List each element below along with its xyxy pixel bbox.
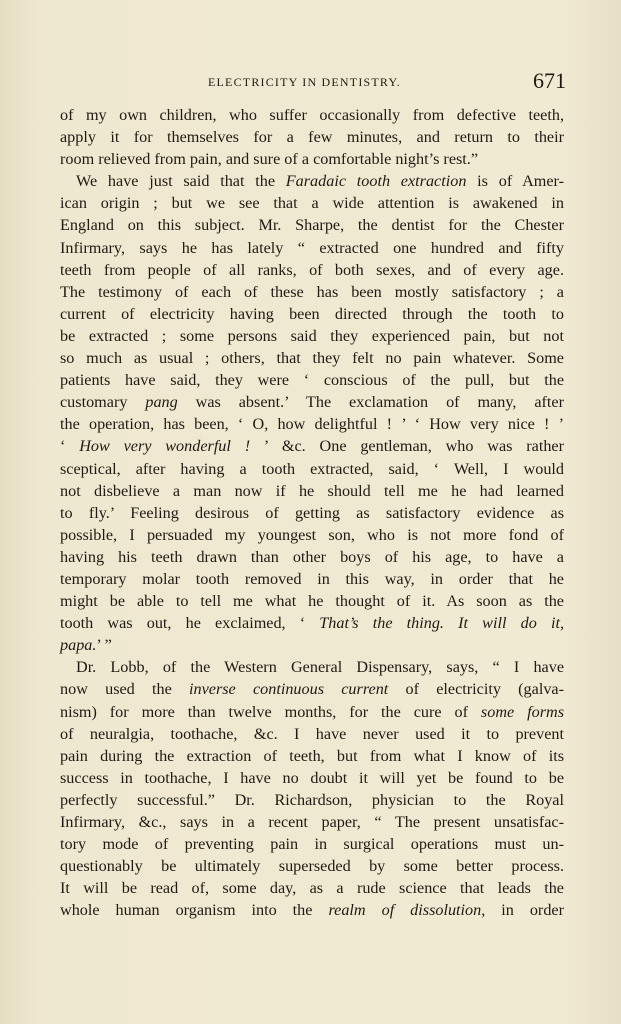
- text-line: ican origin ; but we see that a wide attention is awakened in: [60, 194, 564, 213]
- text-line: teeth from people of all ranks, of both sexes, and of every age.: [60, 260, 564, 279]
- text-line: apply it for themselves for a few minutes, and return to their: [60, 128, 564, 147]
- body-text: [60, 104, 564, 921]
- page-header: [58, 68, 566, 96]
- text-line: Infirmary, &c., says in a recent paper, “ The present unsatisfac-: [60, 813, 564, 831]
- text-line: not disbelieve a man now if he should tell me he had learned: [60, 481, 564, 500]
- text-line: now used the inverse continuous current of electricity (galva-: [60, 680, 565, 699]
- text-line: be extracted ; some persons said they experienced pain, but not: [60, 326, 564, 345]
- running-head: ELECTRICITY IN DENTISTRY.: [208, 75, 401, 89]
- page-number: 671: [533, 68, 566, 93]
- text-line: pain during the extraction of teeth, but from what I know of its: [60, 746, 564, 765]
- text-line: the operation, has been, ‘ O, how delightful ! ’ ‘ How very nice ! ’: [60, 415, 564, 434]
- text-line: questionably be ultimately superseded by some better process.: [60, 857, 564, 876]
- text-line: patients have said, they were ‘ conscious of the pull, but the: [60, 371, 564, 390]
- text-line: of my own children, who suffer occasionally from defective teeth,: [60, 106, 564, 124]
- text-line: The testimony of each of these has been mostly satisfactory ; a: [60, 282, 564, 301]
- text-line: Infirmary, says he has lately “ extracted one hundred and fifty: [60, 238, 564, 257]
- text-line: nism) for more than twelve months, for the cure of some forms: [60, 702, 564, 721]
- text-line: possible, I persuaded my youngest son, who is not more fond of: [60, 525, 564, 544]
- text-line: current of electricity having been directed through the tooth to: [60, 304, 564, 323]
- text-line: whole human organism into the realm of dissolution, in order: [60, 901, 564, 920]
- text-line: of neuralgia, toothache, &c. I have never used it to prevent: [60, 724, 564, 743]
- text-line: England on this subject. Mr. Sharpe, the dentist for the Chester: [60, 216, 564, 235]
- text-line: so much as usual ; others, that they felt no pain whatever. Some: [60, 349, 564, 368]
- text-line: temporary molar tooth removed in this way, in order that he: [60, 569, 564, 588]
- text-line: It will be read of, some day, as a rude science that leads the: [60, 879, 564, 898]
- text-line: success in toothache, I have no doubt it will yet be found to be: [60, 768, 564, 787]
- text-line: tooth was out, he exclaimed, ‘ That’s the thing. It will do it,: [60, 614, 564, 633]
- text-line: ‘ How very wonderful ! ’ &c. One gentleman, who was rather: [60, 437, 564, 456]
- text-line: to fly.’ Feeling desirous of getting as satisfactory evidence as: [60, 503, 564, 522]
- text-line: customary pang was absent.’ The exclamation of many, after: [60, 393, 564, 412]
- text-line: room relieved from pain, and sure of a comfortable night’s rest.”: [60, 150, 479, 169]
- text-line: might be able to tell me what he thought of it. As soon as the: [60, 592, 564, 611]
- text-line: sceptical, after having a tooth extracted, said, ‘ Well, I would: [60, 459, 564, 478]
- text-line: We have just said that the Faradaic tooth extraction is of Amer-: [76, 172, 564, 191]
- text-line: papa.’ ”: [60, 636, 112, 655]
- text-line: perfectly successful.” Dr. Richardson, physician to the Royal: [60, 790, 564, 809]
- text-line: tory mode of preventing pain in surgical operations must un-: [60, 835, 564, 854]
- text-line: Dr. Lobb, of the Western General Dispensary, says, “ I have: [76, 658, 564, 677]
- text-line: having his teeth drawn than other boys of his age, to have a: [60, 547, 564, 566]
